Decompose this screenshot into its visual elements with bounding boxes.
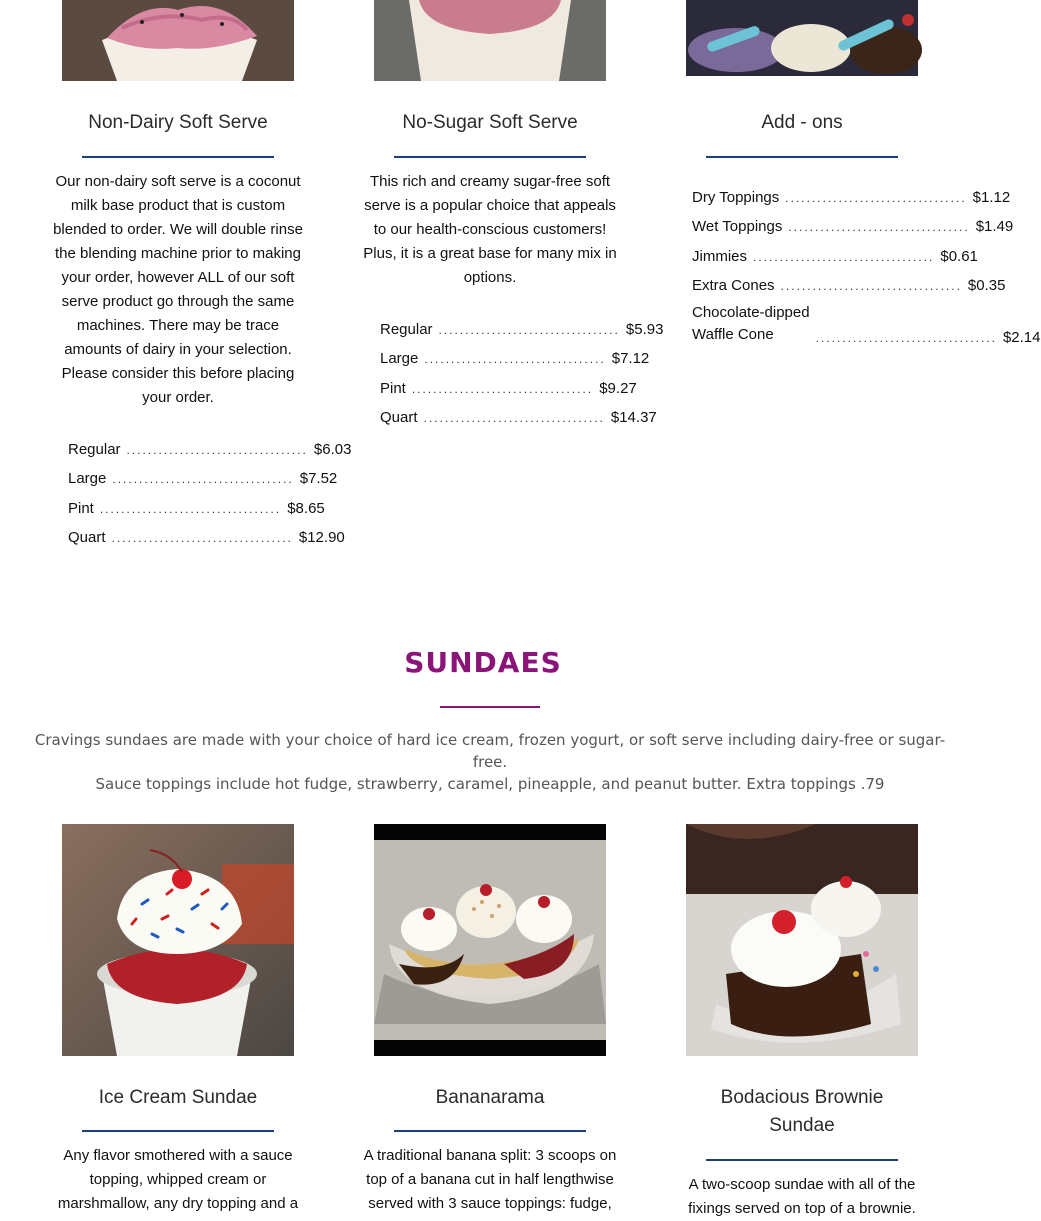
non-dairy-divider	[82, 156, 274, 158]
bananarama-divider	[394, 1130, 586, 1132]
price-row	[380, 375, 637, 397]
dot-leader: ..................................	[780, 279, 962, 293]
addon-label-line1: Chocolate-dipped	[692, 304, 810, 321]
addon-label: Jimmies	[692, 248, 747, 265]
sundaes-intro-line2: Sauce toppings include hot fudge, strawberry, caramel, pineapple, and peanut butter. Extra toppings .79	[95, 775, 885, 793]
size-label: Regular	[68, 441, 121, 458]
price-row	[692, 243, 978, 265]
sundaes-divider	[440, 706, 540, 708]
addon-label	[692, 302, 810, 346]
ice-cream-sundae-description: Any flavor smothered with a sauce topping, whipped cream or marshmallow, any dry topping and a	[57, 1147, 299, 1212]
price-row	[68, 436, 352, 458]
dot-leader: ..................................	[411, 382, 594, 396]
no-sugar-divider	[394, 156, 586, 158]
size-label: Large	[380, 350, 419, 367]
price-value: $2.14	[1002, 329, 1041, 346]
add-ons-title: Add - ons	[761, 112, 843, 133]
add-ons-photo	[686, 0, 918, 76]
price-row	[380, 404, 657, 426]
size-label: Pint	[380, 380, 406, 397]
size-label: Large	[68, 470, 107, 487]
addon-label: Wet Toppings	[692, 218, 783, 235]
add-ons-price-list	[692, 184, 1041, 346]
price-value: $7.52	[299, 470, 338, 487]
ice-cream-sundae-divider	[82, 1130, 274, 1132]
price-row	[692, 213, 1014, 235]
price-value: $14.37	[610, 409, 657, 426]
price-value: $0.35	[967, 277, 1006, 294]
dot-leader: ..................................	[111, 531, 293, 545]
price-value: $9.27	[599, 380, 637, 397]
price-value: $1.49	[975, 218, 1014, 235]
price-row	[380, 345, 650, 367]
dot-leader: ..................................	[99, 502, 282, 516]
sundaes-intro-line1: Cravings sundaes are made with your choice of hard ice cream, frozen yogurt, or soft serve including dairy-free or sugar-free.	[34, 731, 946, 771]
dot-leader: ..................................	[438, 323, 620, 337]
non-dairy-title: Non-Dairy Soft Serve	[88, 112, 268, 133]
bodacious-brownie-divider	[706, 1159, 898, 1161]
dot-leader: ..................................	[126, 443, 308, 457]
dot-leader: ..................................	[753, 250, 935, 264]
price-row	[692, 184, 1011, 206]
price-row	[68, 524, 345, 546]
bodacious-title-line2: Sundae	[769, 1115, 835, 1136]
addon-label: Extra Cones	[692, 277, 775, 294]
price-value: $5.93	[625, 321, 664, 338]
bodacious-brownie-sundae-title	[686, 1084, 918, 1140]
dot-leader: ..................................	[788, 220, 970, 234]
dot-leader: ..................................	[423, 411, 605, 425]
no-sugar-price-list	[380, 316, 664, 426]
bodacious-brownie-sundae-photo	[686, 824, 918, 1056]
price-value: $8.65	[287, 500, 325, 517]
non-dairy-soft-serve-photo	[62, 0, 294, 81]
bananarama-title: Bananarama	[435, 1087, 545, 1108]
price-row	[68, 465, 338, 487]
sundaes-intro	[20, 729, 960, 795]
sundaes-heading: SUNDAES	[404, 646, 562, 679]
ice-cream-sundae-title: Ice Cream Sundae	[98, 1087, 258, 1108]
price-value: $12.90	[298, 529, 345, 546]
price-row	[692, 272, 1006, 294]
price-row	[692, 302, 1041, 346]
dot-leader: ..................................	[815, 331, 997, 345]
price-value: $6.03	[313, 441, 352, 458]
dot-leader: ..................................	[424, 352, 606, 366]
bananarama-description: A traditional banana split: 3 scoops on top of a banana cut in half lengthwise served with 3 sauce toppings: fudge,	[363, 1147, 617, 1212]
addon-label-line2: Waffle Cone	[692, 326, 774, 343]
price-row	[380, 316, 664, 338]
addon-label: Dry Toppings	[692, 189, 780, 206]
non-dairy-price-list	[68, 436, 352, 546]
size-label: Regular	[380, 321, 433, 338]
bodacious-brownie-description: A two-scoop sundae with all of the fixings served on top of a brownie.	[688, 1176, 916, 1217]
no-sugar-description: This rich and creamy sugar-free soft serve is a popular choice that appeals to our health-conscious customers! Plus, it is a great base for many mix in options.	[363, 173, 617, 286]
add-ons-divider	[706, 156, 898, 158]
price-value: $7.12	[611, 350, 650, 367]
size-label: Quart	[68, 529, 106, 546]
non-dairy-description: Our non-dairy soft serve is a coconut milk base product that is custom blended to order. We will double rinse the blending machine prior to making your order, however ALL of our soft serve product go through the same machines. There may be trace amounts of dairy in your selection. Please consider this before placing your order.	[53, 173, 303, 406]
bananarama-photo	[374, 824, 606, 1056]
size-label: Pint	[68, 500, 94, 517]
price-row	[68, 495, 325, 517]
price-value: $1.12	[972, 189, 1011, 206]
no-sugar-soft-serve-photo	[374, 0, 606, 81]
no-sugar-title: No-Sugar Soft Serve	[402, 112, 578, 133]
ice-cream-sundae-photo	[62, 824, 294, 1056]
bodacious-title-line1: Bodacious Brownie	[720, 1087, 884, 1108]
dot-leader: ..................................	[785, 191, 967, 205]
dot-leader: ..................................	[112, 472, 294, 486]
size-label: Quart	[380, 409, 418, 426]
price-value: $0.61	[940, 248, 978, 265]
